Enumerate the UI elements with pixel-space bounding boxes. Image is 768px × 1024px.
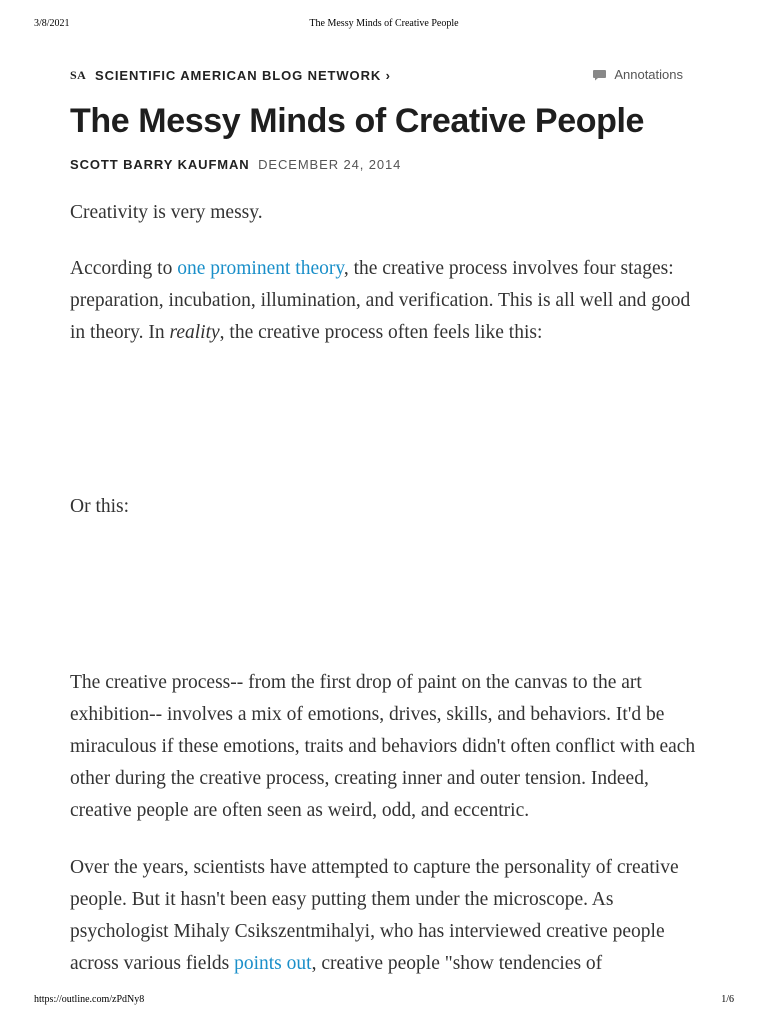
paragraph-2 — [70, 253, 700, 349]
publish-date: DECEMBER 24, 2014 — [258, 157, 402, 172]
sa-logo[interactable]: SA — [70, 68, 87, 82]
paragraph-1: Creativity is very messy. — [70, 202, 263, 223]
paragraph-5 — [70, 852, 700, 980]
blog-network-link[interactable]: SCIENTIFIC AMERICAN BLOG NETWORK › — [95, 68, 391, 83]
paragraph-2-text-a: According to — [70, 258, 178, 279]
paragraph-5-text-a: Over the years, scientists have attempted to capture the personality of creative people. But it hasn't been easy putting them under the microscope. As psychologist Mihaly Csikszentmihalyi, who has interviewed creative people across various fields — [70, 857, 679, 974]
points-out-link[interactable]: points out — [234, 953, 312, 974]
print-date: 3/8/2021 — [34, 18, 70, 29]
byline — [70, 157, 401, 172]
print-header — [34, 18, 734, 32]
print-footer — [34, 994, 734, 1008]
embedded-image-1 — [70, 360, 700, 485]
annotations-button[interactable] — [592, 67, 683, 82]
print-url: https://outline.com/zPdNy8 — [34, 994, 145, 1005]
embedded-image-2 — [70, 535, 700, 660]
paragraph-2-emphasis: reality — [169, 322, 220, 343]
comment-icon — [592, 69, 607, 81]
article-topbar — [70, 67, 685, 87]
author-name[interactable]: SCOTT BARRY KAUFMAN — [70, 157, 250, 172]
paragraph-5-text-b: , creative people "show tendencies of — [311, 953, 603, 974]
print-page-title: The Messy Minds of Creative People — [309, 18, 459, 29]
annotations-label: Annotations — [614, 67, 683, 82]
paragraph-3: Or this: — [70, 496, 130, 517]
article-title: The Messy Minds of Creative People — [70, 102, 645, 140]
page-number: 1/6 — [721, 994, 734, 1005]
paragraph-4: The creative process-- from the first drop of paint on the canvas to the art exhibition-- involves a mix of emotions, drives, skills, and behaviors. It'd be miraculous if these emotions, traits and behaviors didn't often conflict with each other during the creative process, creating inner and outer tension. Indeed, creative people are often seen as weird, odd, and eccentric. — [70, 672, 696, 821]
paragraph-2-text-c: , the creative process often feels like this: — [219, 322, 543, 343]
paragraph-2-text-b: , the creative process involves four stages: preparation, incubation, illumination, and verification. This is all well and good in theory. In — [70, 258, 691, 343]
prominent-theory-link[interactable]: one prominent theory — [177, 258, 344, 279]
